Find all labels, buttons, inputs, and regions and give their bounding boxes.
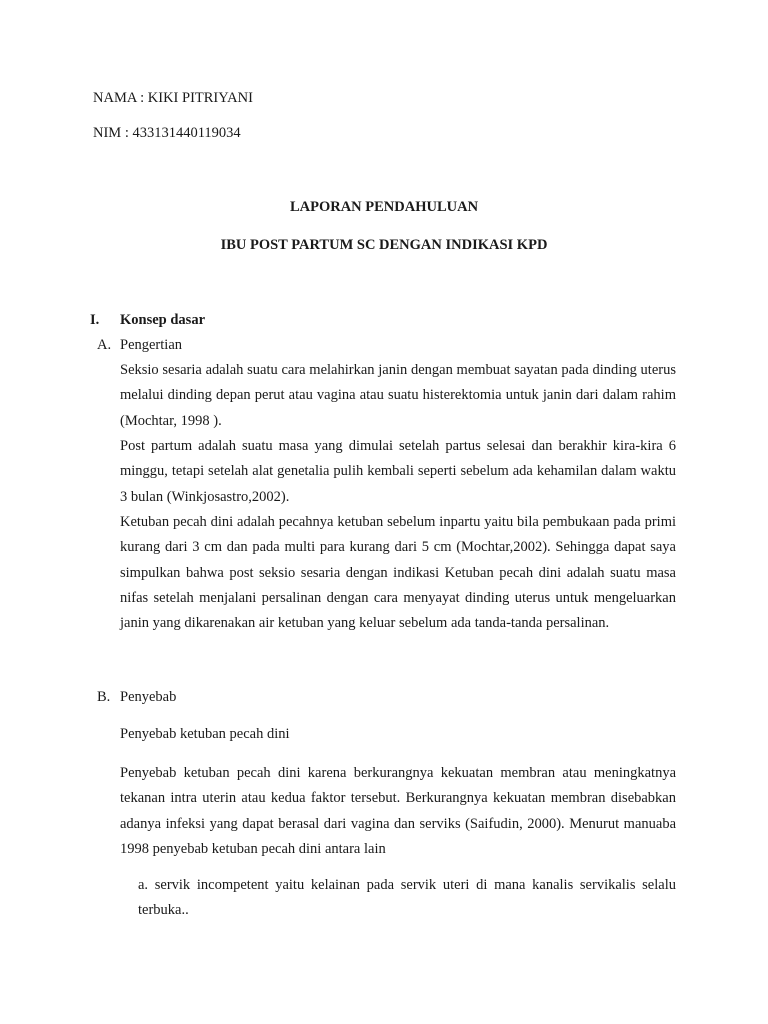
section-heading: Konsep dasar — [120, 312, 206, 328]
subsection-b-marker: B. — [97, 689, 111, 705]
document-subtitle: IBU POST PARTUM SC DENGAN INDIKASI KPD — [220, 237, 548, 253]
paragraph-post-partum: Post partum adalah suatu masa yang dimulai setelah partus selesai dan berakhir kira-kira 6 minggu, tetapi setelah alat genetalia pulih kembali seperti sebelum ada kehamilan dalam waktu 3 bulan (Winkjosastro,2002). — [120, 438, 676, 505]
student-nim: NIM : 433131440119034 — [93, 125, 241, 141]
paragraph-ketuban-pecah-dini: Ketuban pecah dini adalah pecahnya ketuban sebelum inpartu yaitu bila pembukaan pada primi kurang dari 3 cm dan pada multi para kurang dari 5 cm (Mochtar,2002). Sehingga dapat saya simpulkan bahwa post seksio sesaria dengan indikasi Ketuban pecah dini adalah suatu masa nifas setelah menjalani persalinan dengan cara menyayat dinding uterus untuk mengeluarkan janin yang dikarenakan air ketuban yang keluar sebelum ada tanda-tanda persalinan. — [120, 514, 676, 632]
list-item-a: a. servik incompetent yaitu kelainan pada servik uteri di mana kanalis servikalis selalu terbuka.. — [138, 877, 676, 919]
paragraph-seksio-sesaria: Seksio sesaria adalah suatu cara melahirkan janin dengan membuat sayatan pada dinding uterus melalui dinding depan perut atau vagina atau suatu histerektomia untuk janin dari dalam rahim (Mochtar, 1998 ). — [120, 362, 676, 429]
student-name: NAMA : KIKI PITRIYANI — [93, 90, 253, 106]
subsection-a-marker: A. — [97, 337, 112, 353]
document-title: LAPORAN PENDAHULUAN — [289, 199, 479, 215]
section-number: I. — [90, 312, 100, 328]
subsection-b-subheading: Penyebab ketuban pecah dini — [120, 726, 290, 742]
subsection-b-heading: Penyebab — [120, 689, 177, 705]
paragraph-penyebab: Penyebab ketuban pecah dini karena berkurangnya kekuatan membran atau meningkatnya tekanan intra uterin atau kedua faktor tersebut. Berkurangnya kekuatan membran disebabkan adanya infeksi yang dapat berasal dari vagina dan serviks (Saifudin, 2000). Menurut manuaba 1998 penyebab ketuban pecah dini antara lain — [120, 765, 676, 857]
subsection-a-heading: Pengertian — [120, 337, 183, 353]
